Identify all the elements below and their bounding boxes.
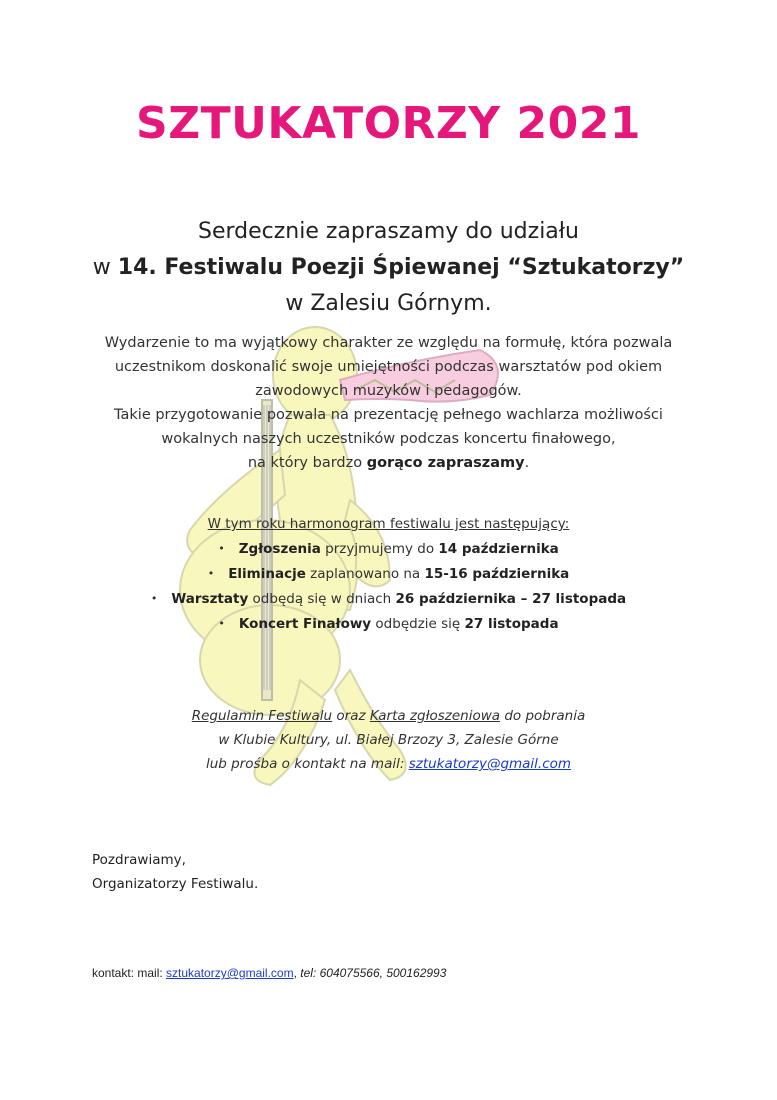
info-line-1 [0,704,777,728]
schedule-item-label: Koncert Finałowy [238,616,372,632]
description-line-3: zawodowych muzyków i pedagogów. [255,383,522,399]
intro-line-1: Serdecznie zapraszamy do udziału [197,219,579,244]
contact-label: kontakt: mail: [92,966,167,980]
intro-line-2-prefix: w [92,255,118,280]
schedule-heading: W tym roku harmonogram festiwalu jest następujący: [207,516,570,532]
signature: Organizatorzy Festiwalu. [92,876,259,892]
intro-block [0,214,777,322]
info-block [0,704,777,776]
poster-title: SZTUKATORZY 2021 [136,98,641,149]
description-line-6-prefix: na który bardzo [247,455,367,471]
intro-line-2 [0,250,777,286]
footer-email-link[interactable]: sztukatorzy@gmail.com [166,966,294,980]
contact-phone: tel: 604075566, 500162993 [300,966,447,980]
schedule-item-date: 14 października [438,541,559,557]
info-connector: oraz [332,708,370,724]
bullet-icon: • [150,592,158,605]
schedule-item-date: 26 października – 27 listopada [395,591,627,607]
contact-separator: , [293,966,301,980]
info-line-2: w Klubie Kultury, ul. Białej Brzozy 3, Zalesie Górne [218,732,559,748]
schedule-item-text: odbędzie się [371,616,465,632]
description-line-5: wokalnych naszych uczestników podczas koncertu finałowego, [161,431,616,447]
schedule-item-label: Zgłoszenia [238,541,321,557]
info-download-text: do pobrania [500,708,586,724]
schedule-list [0,536,777,636]
bullet-icon: • [218,542,225,555]
description-line-4: Takie przygotowanie pozwala na prezentację pełnego wachlarza możliwości [114,407,663,423]
description-line-2: uczestnikom doskonalić swoje umiejętności podczas warsztatów pod okiem [114,359,663,375]
regulations-link[interactable]: Regulamin Festiwalu [191,708,333,724]
schedule-item-eliminations [0,561,777,586]
schedule-item-text: przyjmujemy do [320,541,439,557]
intro-line-3: w Zalesiu Górnym. [285,291,492,316]
festival-name: 14. Festiwalu Poezji Śpiewanej “Sztukatorzy” [117,255,685,280]
schedule-item-label: Eliminacje [228,566,306,582]
schedule-item-workshops [0,586,777,611]
description-block [40,331,737,475]
schedule-item-text: zaplanowano na [305,566,425,582]
schedule-item-final-concert [0,611,777,636]
greeting: Pozdrawiamy, [92,852,186,868]
description-line-6 [40,451,737,475]
closing-block [92,848,258,896]
description-line-1: Wydarzenie to ma wyjątkowy charakter ze względu na formułę, która pozwala [104,335,673,351]
schedule-item-text: odbędą się w dniach [248,591,396,607]
email-link[interactable]: sztukatorzy@gmail.com [408,756,572,772]
info-line-3 [0,752,777,776]
bullet-icon: • [207,567,215,580]
registration-form-link[interactable]: Karta zgłoszeniowa [369,708,501,724]
schedule-item-label: Warsztaty [171,591,249,607]
description-line-6-suffix: . [524,455,530,471]
contact-footer [92,966,446,980]
schedule-block [0,512,777,636]
schedule-item-registration [0,536,777,561]
invitation-emphasis: gorąco zapraszamy [366,455,525,471]
schedule-item-date: 15-16 października [424,566,570,582]
schedule-item-date: 27 listopada [464,616,559,632]
info-contact-prefix: lub prośba o kontakt na mail: [205,756,409,772]
bullet-icon: • [218,617,225,630]
